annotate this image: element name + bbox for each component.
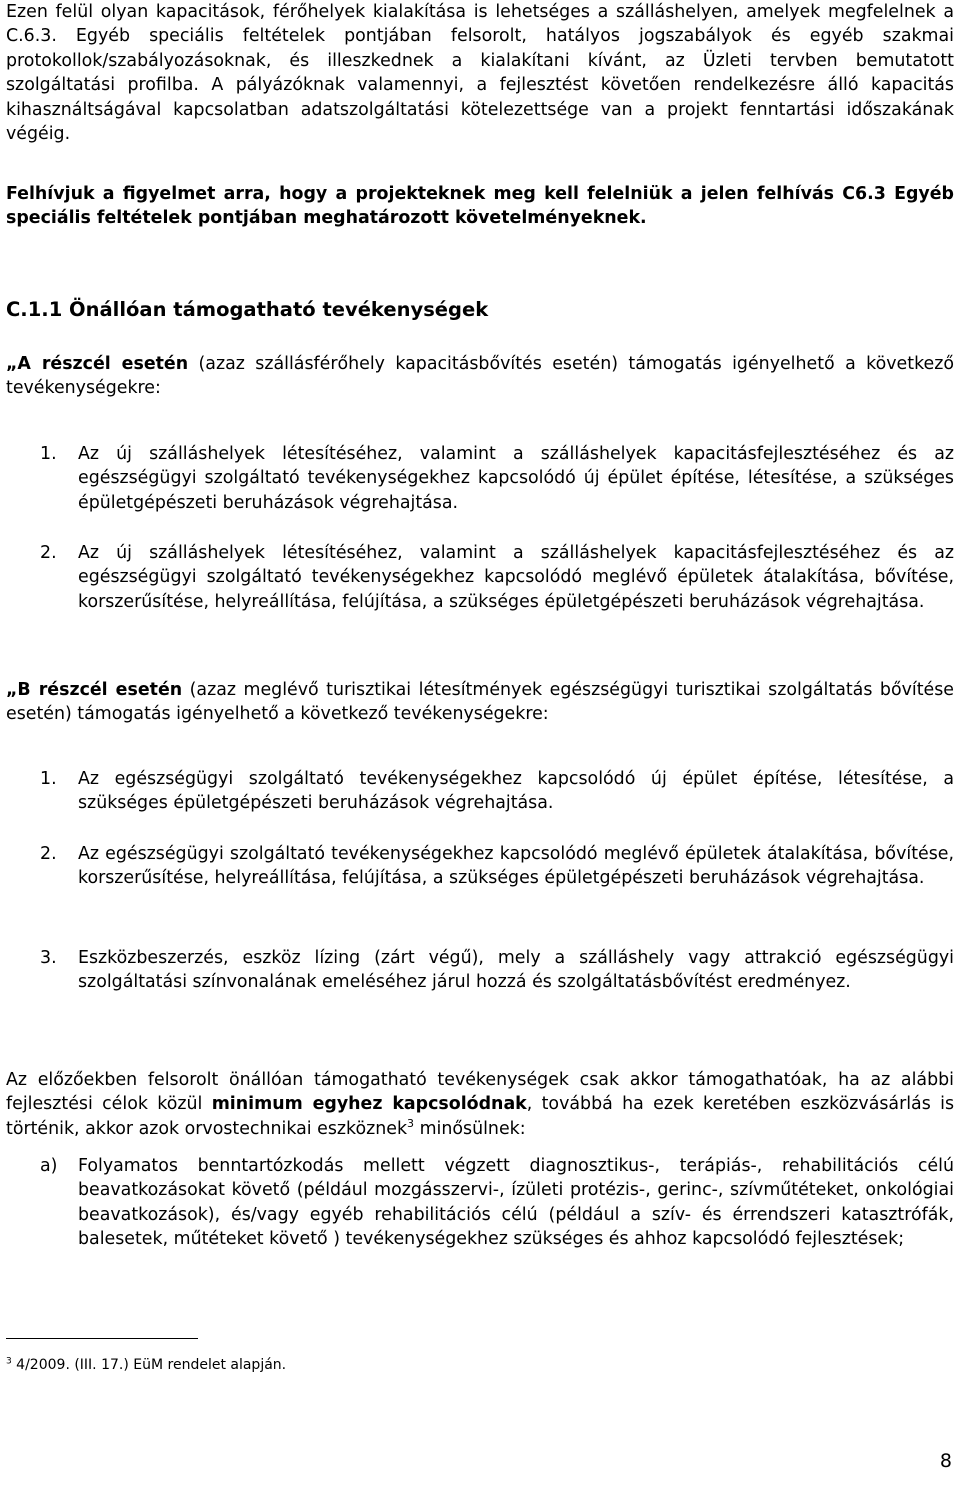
footnote [6, 1356, 286, 1374]
footnote-divider [6, 1338, 198, 1339]
part-a-rest: (azaz szállásférőhely kapacitásbővítés esetén) támogatás igényelhető a következő tevékenységekre: [6, 354, 954, 399]
list-item [6, 442, 954, 517]
list-item [6, 541, 954, 641]
list-item [6, 842, 954, 917]
list-item-text: Az egészségügyi szolgáltató tevékenységekhez kapcsolódó meglévő épületek átalakítása, bővítése, korszerűsítése, helyreállítása, felújítása, a szükséges épületgépészeti beruházások végrehajtása. [78, 844, 954, 889]
notice-paragraph: Felhívjuk a figyelmet arra, hogy a projekteknek meg kell felelniük a jelen felhívás C6.3 Egyéb speciális feltételek pontjában meghatározott követelményeknek. [6, 184, 954, 229]
footnote-reference[interactable]: 3 [407, 1117, 415, 1131]
list-item-text: Az új szálláshelyek létesítéséhez, valamint a szálláshelyek kapacitásfejlesztéséhez és az egészségügyi szolgáltató tevékenységekhez kapcsolódó új épület építése, létesítése, a szükséges épületgépészeti beruházások végrehajtása. [78, 444, 954, 513]
list-item-number: 3. [40, 948, 57, 968]
list-item-number: 2. [40, 844, 57, 864]
closing-pre: Az előzőekben felsorolt önállóan támogatható tevékenységek csak akkor támogathatóak, ha az alábbi fejlesztési célok közül [6, 1070, 954, 1115]
footnote-text: 4/2009. (III. 17.) EüM rendelet alapján. [11, 1357, 287, 1373]
part-b-intro [6, 678, 954, 727]
footnote-marker: 3 [6, 1356, 12, 1367]
list-item [6, 1154, 954, 1279]
list-item [6, 946, 954, 1021]
list-item-text: Folyamatos benntartózkodás mellett végzett diagnosztikus-, terápiás-, rehabilitációs célú beavatkozásokat követő (például mozgásszervi-, ízületi protézis-, gerinc-, szívműtéteket, onkológiai beavatkozások), és/vagy egyéb rehabilitációs célú (például a szív- és érrendszeri katasztrófák, balesetek, műtéteket követő ) tevékenységekhez szükséges és ahhoz kapcsolódó fejlesztések; [78, 1156, 954, 1250]
list-item-number: 1. [40, 444, 57, 464]
list-item-text: Eszközbeszerzés, eszköz lízing (zárt végű), mely a szálláshely vagy attrakció egészségügyi szolgáltatási színvonalának emeléséhez járul hozzá és szolgáltatásbővítést eredményez. [78, 948, 954, 993]
closing-end: minősülnek: [414, 1118, 526, 1139]
part-a-intro [6, 352, 954, 401]
list-item-text: Az egészségügyi szolgáltató tevékenységekhez kapcsolódó új épület építése, létesítése, a szükséges épületgépészeti beruházások végrehajtása. [78, 769, 954, 814]
list-item-text: Az új szálláshelyek létesítéséhez, valamint a szálláshelyek kapacitásfejlesztéséhez és az egészségügyi szolgáltató tevékenységekhez kapcsolódó meglévő épületek átalakítása, bővítése, korszerűsítése, helyreállítása, felújítása, a szükséges épületgépészeti beruházások végrehajtása. [78, 543, 954, 612]
part-b-rest: (azaz meglévő turisztikai létesítmények egészségügyi turisztikai szolgáltatás bővítése esetén) támogatás igényelhető a következő tevékenységekre: [6, 680, 954, 725]
closing-paragraph [6, 1068, 954, 1141]
part-b-label: „B részcél esetén [6, 680, 183, 700]
section-heading: C.1.1 Önállóan támogatható tevékenységek [6, 298, 489, 321]
list-item-letter: a) [40, 1156, 58, 1176]
page-number: 8 [939, 1450, 952, 1472]
intro-paragraph: Ezen felül olyan kapacitások, férőhelyek kialakítása is lehetséges a szálláshelyen, amelyek megfelelnek a C.6.3. Egyéb speciális feltételek pontjában felsorolt, hatályos jogszabályok és egyéb szakmai protokollok/szabályozásoknak, és illeszkednek a kialakítani kívánt, az Üzleti tervben bemutatott szolgáltatási profilba. A pályázóknak valamennyi, a fejlesztést követően rendelkezésre álló kapacitás kihasználtságával kapcsolatban adatszolgáltatási kötelezettsége van a projekt fenntartási időszakának végéig. [6, 2, 954, 145]
closing-post: , továbbá ha ezek keretében eszközvásárlás is történik, akkor azok orvostechnikai eszköznek [6, 1094, 954, 1139]
closing-bold: minimum egyhez kapcsolódnak [211, 1094, 527, 1115]
list-item-number: 2. [40, 543, 57, 563]
list-item [6, 767, 954, 817]
part-a-label: „A részcél esetén [6, 354, 189, 374]
list-item-number: 1. [40, 769, 57, 789]
